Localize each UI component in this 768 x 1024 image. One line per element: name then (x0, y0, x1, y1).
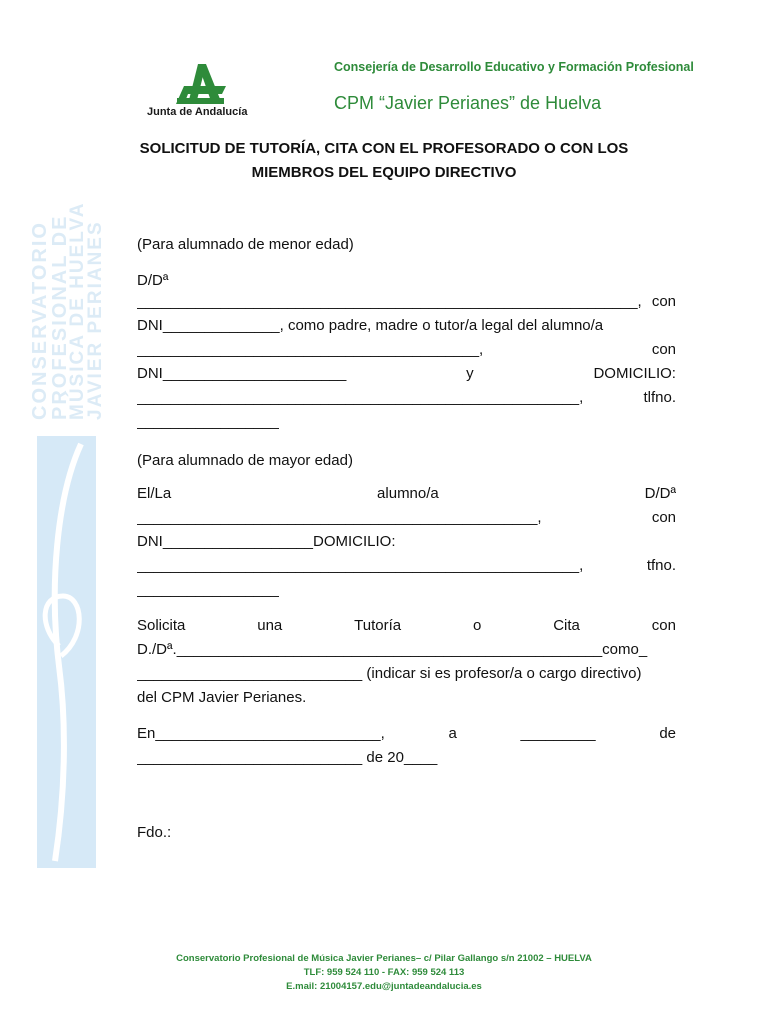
adult-name-blank[interactable]: ________________________________________________, (137, 509, 542, 526)
date-line-2 (137, 749, 676, 773)
adult-el-la: El/La (137, 485, 172, 502)
adult-phone-blank[interactable]: _________________ (137, 581, 279, 598)
address-blank[interactable]: _____________________________________________________, (137, 389, 584, 406)
adult-line-address (137, 557, 676, 581)
adult-con: con (651, 509, 676, 526)
footer-email: E.mail: 21004157.edu@juntadeandalucia.es (286, 981, 482, 992)
request-cpm: del CPM Javier Perianes. (137, 689, 307, 706)
minor-line-phone (137, 413, 676, 437)
signature-label: Fdo.: (137, 824, 172, 841)
request-w3: Tutoría (354, 617, 402, 634)
place-blank[interactable]: En___________________________, (137, 725, 385, 742)
minor-line-dni (137, 317, 676, 341)
day-blank[interactable]: _________ (520, 725, 596, 742)
watermark-line-3: MÚSICA DE HUELVA (67, 201, 88, 420)
form-title-line2: MIEMBROS DEL EQUIPO DIRECTIVO (251, 164, 517, 181)
request-w6: con (651, 617, 676, 634)
adult-dd: D/Dª (644, 485, 676, 502)
request-w5: Cita (553, 617, 580, 634)
name-blank[interactable]: ____________________________________________________________, (137, 293, 642, 310)
footer-phone: TLF: 959 524 110 - FAX: 959 524 113 (303, 967, 465, 978)
adult-line-1 (137, 485, 676, 509)
phone-blank[interactable]: _________________ (137, 413, 279, 430)
clef-watermark-icon (37, 436, 96, 868)
minor-domicilio: DOMICILIO: (593, 365, 676, 382)
role-blank[interactable]: ___________________________ (indicar si es profesor/a o cargo directivo) (137, 665, 642, 682)
dni-blank[interactable]: DNI______________________ (137, 365, 347, 382)
consejeria-title: Consejería de Desarrollo Educativo y Formación Profesional (334, 60, 694, 74)
watermark-line-4: JAVIER PERIANES (85, 220, 106, 420)
request-w2: una (257, 617, 283, 634)
dni-tutor-text[interactable]: DNI______________, como padre, madre o tutor/a legal del alumno/a (137, 317, 604, 334)
watermark-line-2: PROFESIONAL DE (49, 214, 71, 420)
minor-dd-label: D/Dª (137, 272, 169, 289)
minor-line-address (137, 389, 676, 413)
request-line-3 (137, 665, 676, 689)
adult-line-dni (137, 533, 676, 557)
minor-line-student (137, 341, 676, 365)
footer-address: Conservatorio Profesional de Música Javier Perianes– c/ Pilar Gallango s/n 21002 – HUELVA (176, 953, 592, 964)
request-w1: Solicita (137, 617, 186, 634)
teacher-blank[interactable]: D./Dª.___________________________________________________como_ (137, 641, 648, 658)
heading-adult: (Para alumnado de mayor edad) (137, 452, 353, 469)
minor-con-2: con (651, 341, 676, 358)
request-line-1 (137, 617, 676, 641)
adult-line-name (137, 509, 676, 533)
junta-logo (140, 62, 260, 122)
adult-line-phone (137, 581, 676, 605)
date-de: de (659, 725, 676, 742)
junta-logo-icon (140, 62, 260, 106)
minor-line-name (137, 293, 676, 317)
request-line-4 (137, 689, 676, 713)
heading-minor: (Para alumnado de menor edad) (137, 236, 354, 253)
adult-address-blank[interactable]: _____________________________________________________, (137, 557, 584, 574)
minor-con-1: con (651, 293, 676, 310)
month-year-blank[interactable]: ___________________________ de 20____ (137, 749, 438, 766)
adult-tfno: tfno. (646, 557, 676, 574)
minor-tlfno: tlfno. (643, 389, 676, 406)
watermark-line-1: CONSERVATORIO (29, 221, 51, 420)
logo-text: Junta de Andalucía (147, 106, 248, 118)
form-title-line1: SOLICITUD DE TUTORÍA, CITA CON EL PROFESORADO O CON LOS (139, 140, 629, 157)
date-a: a (448, 725, 457, 742)
minor-line-dni2 (137, 365, 676, 389)
request-w4: o (472, 617, 482, 634)
request-line-2 (137, 641, 676, 665)
cpm-title: CPM “Javier Perianes” de Huelva (334, 93, 602, 113)
minor-y: y (466, 365, 474, 382)
date-line-1 (137, 725, 676, 749)
adult-alumno: alumno/a (377, 485, 439, 502)
student-blank[interactable]: _________________________________________, (137, 341, 484, 358)
adult-dni-blank[interactable]: DNI__________________DOMICILIO: (137, 533, 396, 550)
